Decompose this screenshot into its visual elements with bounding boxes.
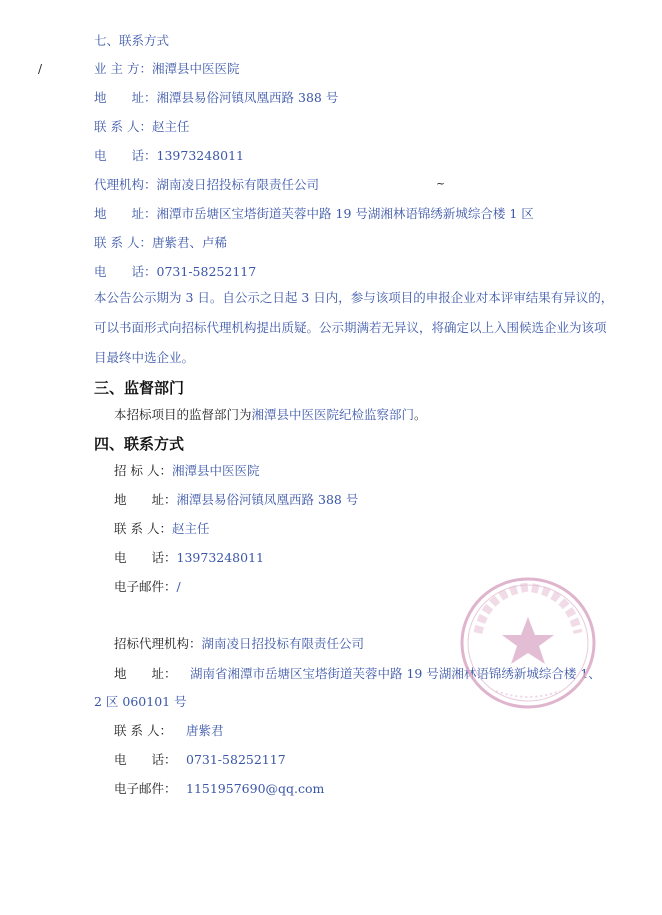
notice-paragraph: 本公告公示期为 3 日。自公示之日起 3 日内，参与该项目的申报企业对本评审结果有异议的，可以书面形式向招标代理机构提出质疑。公示期满若无异议，将确定以上入围候选企业为该项目最终中选企业。: [94, 290, 614, 365]
agency-value: 湖南凌日招投标有限责任公司: [156, 177, 320, 192]
tender-agency-contact-row: [114, 723, 172, 739]
contact-label: 联 系 人：: [94, 119, 152, 134]
tender-agency-address-row: [114, 666, 177, 682]
tenderee-tel-row: [114, 550, 264, 566]
owner-contact-row: [94, 119, 189, 135]
tenderee-address-row: [114, 492, 358, 508]
company-seal-icon: [456, 573, 601, 713]
stray-mark: /: [38, 62, 43, 76]
tenderee-address-label: 地 址：: [114, 492, 177, 507]
section3-heading: 三、监督部门: [94, 379, 185, 397]
tenderee-address-value: 湘潭县易俗河镇凤凰西路 388 号: [176, 492, 359, 507]
tenderee-email-label: 电子邮件：: [114, 579, 177, 594]
agency-tel-value: 0731-58252117: [156, 264, 257, 279]
owner-label: 业 主 方：: [94, 61, 152, 76]
agency-address-label: 地 址：: [94, 206, 157, 221]
tender-agency-email-label: 电子邮件：: [114, 781, 177, 796]
tender-agency-address-line1: 湖南省湘潭市岳塘区宝塔街道芙蓉中路 19 号湖湘林语锦绣新城综合楼 1、: [190, 666, 601, 681]
tender-agency-tel-row: [114, 752, 177, 768]
tender-agency-tel-label: 电 话：: [114, 752, 177, 767]
tel-label: 电 话：: [94, 148, 157, 163]
tenderee-email-row: [114, 579, 181, 595]
tenderee-contact-label: 联 系 人：: [114, 521, 172, 536]
section7-title: 七、联系方式: [94, 33, 170, 48]
tenderee-tel-label: 电 话：: [114, 550, 177, 565]
owner-tel-row: [94, 148, 244, 164]
agency-address-value: 湘潭市岳塘区宝塔街道芙蓉中路 19 号湖湘林语锦绣新城综合楼 1 区: [156, 206, 534, 221]
agency-contact-row: [94, 235, 227, 251]
agency-label: 代理机构：: [94, 177, 157, 192]
supervision-dept: 湘潭县中医医院纪检监察部门: [251, 407, 415, 422]
tender-agency-address-line2: 2 区 060101 号: [94, 694, 187, 709]
section4-heading: 四、联系方式: [94, 435, 185, 453]
tel-value: 13973248011: [156, 148, 244, 163]
tenderee-tel-value: 13973248011: [176, 550, 264, 565]
supervision-text: [114, 407, 427, 423]
tender-agency-label: 招标代理机构：: [114, 636, 202, 651]
agency-row: [94, 177, 319, 193]
tender-agency-address-label: 地 址：: [114, 666, 177, 681]
tenderee-contact-row: [114, 521, 209, 537]
tenderee-label: 招 标 人：: [114, 463, 172, 478]
tenderee-contact-value: 赵主任: [171, 521, 210, 536]
agency-contact-label: 联 系 人：: [94, 235, 152, 250]
tender-agency-contact-value: 唐紫君: [186, 723, 224, 738]
tender-agency-contact-label: 联 系 人：: [114, 723, 172, 738]
contact-value: 赵主任: [151, 119, 190, 134]
agency-tel-label: 电 话：: [94, 264, 157, 279]
owner-address-row: [94, 90, 338, 106]
tenderee-email-value: /: [176, 579, 181, 594]
address-value: 湘潭县易俗河镇凤凰西路 388 号: [156, 90, 339, 105]
address-label: 地 址：: [94, 90, 157, 105]
supervision-prefix: 本招标项目的监督部门为: [114, 407, 252, 422]
supervision-suffix: 。: [414, 407, 427, 422]
owner-value: 湘潭县中医医院: [151, 61, 240, 76]
owner-row: [94, 61, 239, 77]
tender-agency-email-value: 1151957690@qq.com: [186, 781, 325, 796]
tenderee-row: [114, 463, 259, 479]
agency-address-row: [94, 206, 534, 222]
agency-contact-value: 唐紫君、卢稀: [151, 235, 227, 250]
tender-agency-tel-value: 0731-58252117: [186, 752, 286, 767]
tender-agency-row: [114, 636, 364, 652]
tenderee-value: 湘潭县中医医院: [171, 463, 260, 478]
stray-dash: ~: [436, 177, 446, 190]
agency-tel-row: [94, 264, 256, 280]
tender-agency-email-row: [114, 781, 177, 797]
tender-agency-value: 湖南凌日招投标有限责任公司: [201, 636, 365, 651]
